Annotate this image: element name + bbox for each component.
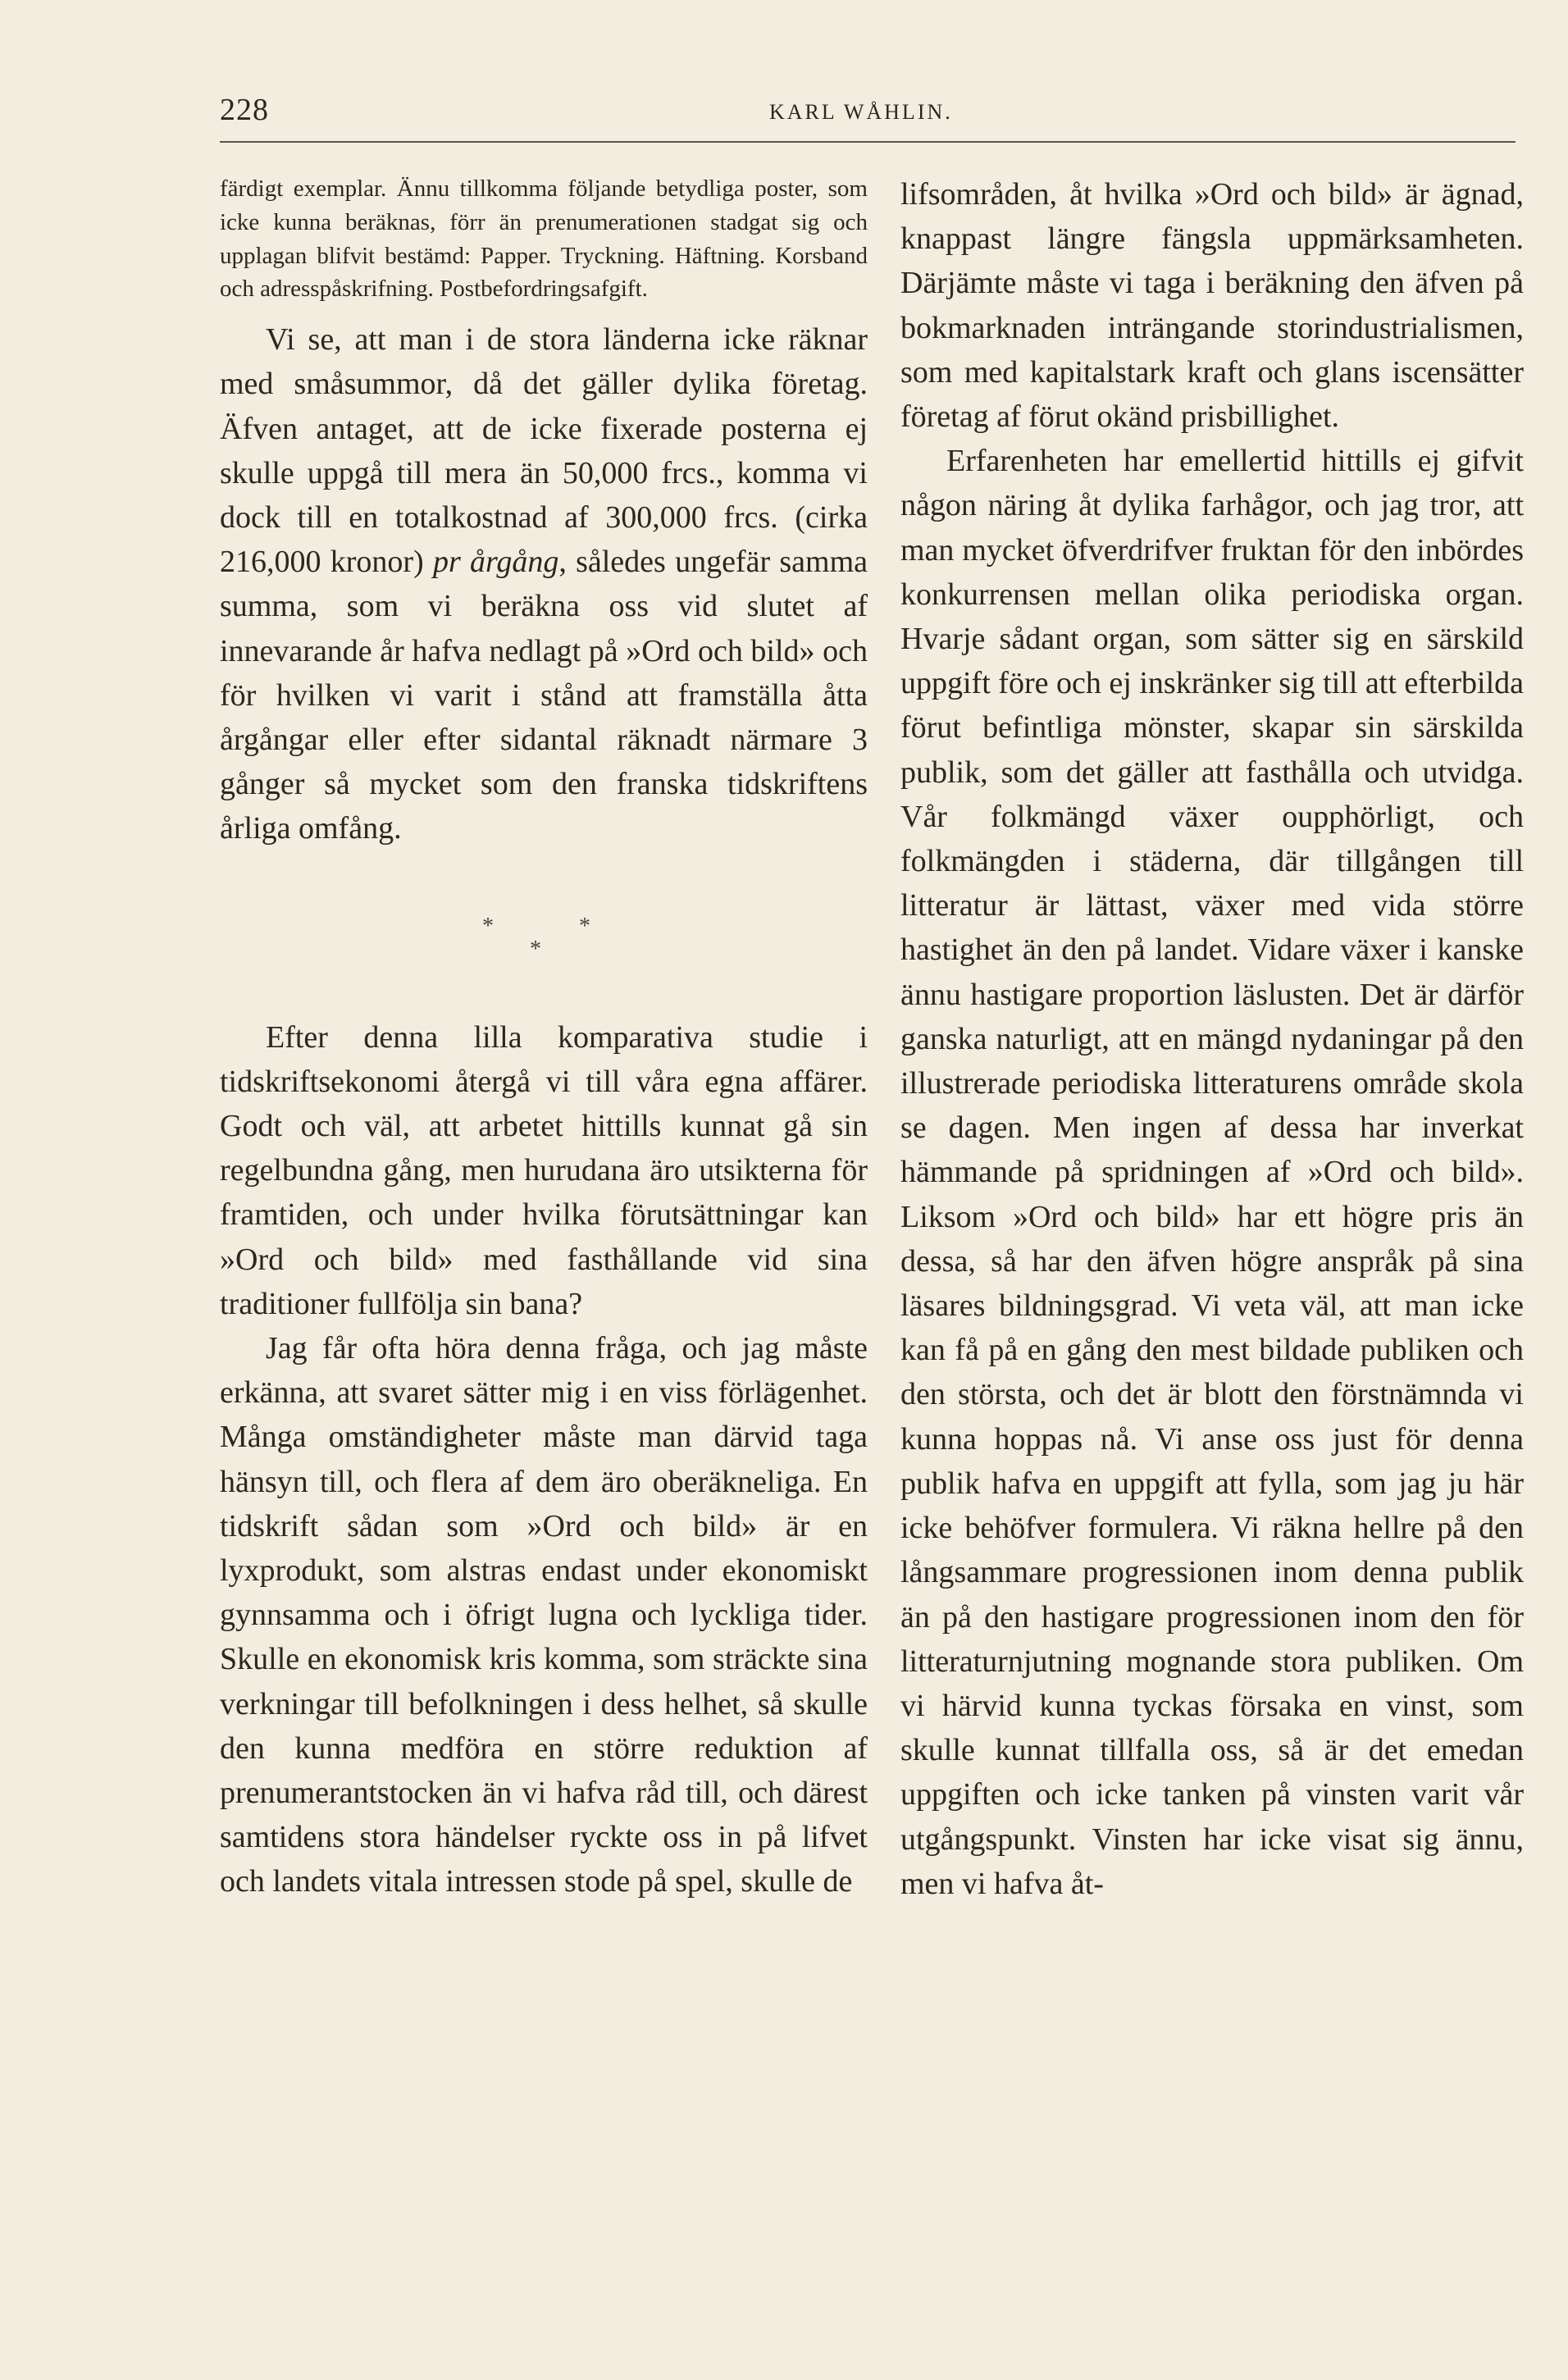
paragraph-cost-items: färdigt exemplar. Ännu tillkomma följande betydliga poster, som icke kunna beräknas, förr än prenumerationen stadgat sig och upplagan blifvit bestämd: Papper. Tryckning. Häftning. Korsband och adresspåskrifning. Postbefordringsafgift. xyxy=(220,176,868,303)
header-rule xyxy=(220,141,1516,143)
paragraph-comparative-study: Efter denna lilla komparativa studie i tidskriftsekonomi återgå vi till våra egna affärer. Godt och väl, att arbetet hittills kunnat gå sin regelbundna gång, men hurudana äro utsikterna för framtiden, och under hvilka förutsättningar kan »Ord och bild» med fasthållande vid sina traditioner fullfölja sin bana? xyxy=(220,1019,868,1321)
paragraph-text: , således ungefär samma summa, som vi beräkna oss vid slutet af innevarande år hafva nedlagt på »Ord och bild» och för hvilken vi varit i stånd att framställa åtta årgångar eller efter sidantal räknadt närmare 3 gånger så mycket som den franska tidskriftens årliga omfång. xyxy=(220,545,868,846)
asterisk-icon: * xyxy=(579,913,590,939)
paragraph-continuation: lifsområden, åt hvilka »Ord och bild» är ägnad, knappast längre fängsla uppmärksamheten. Därjämte måste vi taga i beräkning den äfven på bokmarknaden inträngande storindustrialismen, som med kapitalstark kraft och glans iscensätter företag af förut okänd prisbillighet. xyxy=(900,177,1524,435)
left-column xyxy=(220,172,868,1904)
page-header xyxy=(220,92,1516,141)
paragraph-large-countries xyxy=(220,317,868,850)
asterisk-icon: * xyxy=(530,936,541,962)
right-column xyxy=(900,172,1524,1906)
running-head: KARL WÅHLIN. xyxy=(769,100,953,124)
paragraph-question: Jag får ofta höra denna fråga, och jag måste erkänna, att svaret sätter mig i en viss förlägenhet. Många omständigheter måste man därvid taga hänsyn till, och flera af dem äro oberäkneliga. En tidskrift sådan som »Ord och bild» är en lyxprodukt, som alstras endast under ekonomiskt gynnsamma och i öfrigt lugna och lyckliga tider. Skulle en ekonomisk kris komma, som sträckte sina verkningar till befolkningen i dess helhet, så skulle den kunna medföra en större reduktion af prenumerantstocken än vi hafva råd till, och därest samtidens stora händelser ryckte oss in på lifvet och landets vitala intressen stode på spel, skulle de xyxy=(220,1331,868,1899)
page-number: 228 xyxy=(220,93,269,127)
paragraph-experience: Erfarenheten har emellertid hittills ej gifvit någon näring åt dylika farhågor, och jag tror, att man mycket öfverdrifver fruktan för den inbördes konkurrensen mellan olika periodiska organ. Hvarje sådant organ, som sätter sig en särskild uppgift före och ej inskränker sig till att efterbilda förut befintliga mönster, skapar sin särskilda publik, som det gäller att fasthålla och utvidga. Vår folkmängd växer oupphörligt, och folkmängden i städerna, där tillgången till litteratur är lättast, växer med vida större hastighet än den på landet. Vidare växer i kanske ännu hastigare proportion läslusten. Det är därför ganska naturligt, att en mängd nydaningar på den illustrerade periodiska litteraturens område skola se dagen. Men ingen af dessa har inverkat hämmande på spridningen af »Ord och bild». Liksom »Ord och bild» har ett högre pris än dessa, så har den äfven högre anspråk på sina läsares bildningsgrad. Vi veta väl, att man icke kan få på en gång den mest bildade publiken och den största, och det är blott den förstnämnda vi kunna hoppas nå. Vi anse oss just för denna publik hafva en uppgift att fylla, som jag ju här icke behöfver formulera. Vi räkna hellre på den långsammare progressionen inom denna publik än på den hastigare progressionen inom den för litteraturnjutning mognande stora publiken. Om vi härvid kunna tyckas försaka en vinst, som skulle kunnat tillfalla oss, så är det emedan uppgiften och icke tanken på vinsten varit vår utgångspunkt. Vinsten har icke visat sig ännu, men vi hafva åt- xyxy=(900,444,1524,1901)
section-separator xyxy=(220,851,868,1015)
paragraph-text: Vi se, att man i de stora länderna icke räknar med småsummor, då det gäller dylika företag. Äfven antaget, att de icke fixerade posterna ej skulle uppgå till mera än 50,000 frcs., komma vi dock till en totalkostnad af 300,000 frcs. (cirka 216,000 kronor) xyxy=(220,322,868,580)
italic-phrase: pr årgång xyxy=(432,545,559,580)
asterisk-icon: * xyxy=(482,913,494,939)
